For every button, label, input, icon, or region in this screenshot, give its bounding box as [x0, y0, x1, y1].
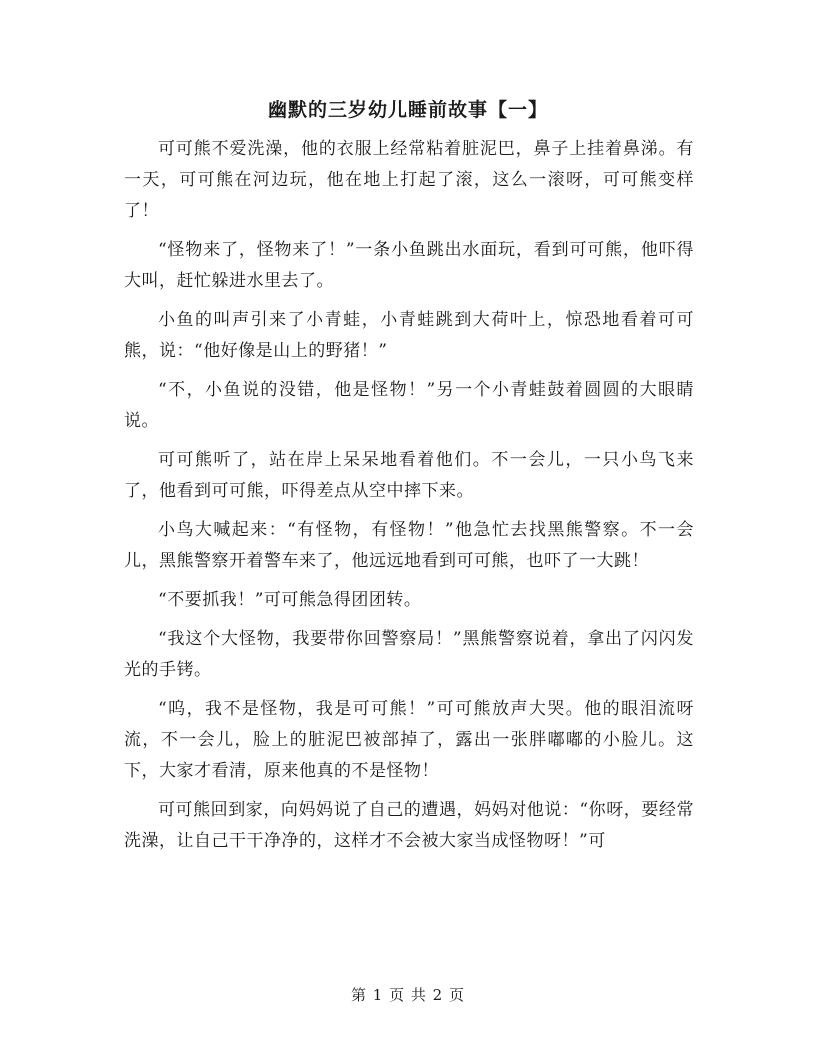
page-number-footer: 第 1 页 共 2 页 — [351, 986, 465, 1004]
story-paragraph: “呜，我不是怪物，我是可可熊！”可可熊放声大哭。他的眼泪流呀流，不一会儿，脸上的脏泥巴被部掉了，露出一张胖嘟嘟的小脸儿。这下，大家才看清，原来他真的不是怪物！ — [124, 699, 694, 781]
story-paragraph: “不，小鱼说的没错，他是怪物！”另一个小青蛙鼓着圆圆的大眼睛说。 — [124, 380, 694, 431]
story-paragraph: 小鱼的叫声引来了小青蛙，小青蛙跳到大荷叶上，惊恐地看着可可熊，说：“他好像是山上的野猪！” — [124, 310, 694, 361]
story-paragraph: “我这个大怪物，我要带你回警察局！”黑熊警察说着，拿出了闪闪发光的手铐。 — [124, 629, 694, 680]
story-paragraph: 可可熊听了，站在岸上呆呆地看着他们。不一会儿，一只小鸟飞来了，他看到可可熊，吓得差点从空中摔下来。 — [124, 450, 694, 501]
story-paragraph: 可可熊回到家，向妈妈说了自己的遭遇，妈妈对他说：“你呀，要经常洗澡，让自己干干净净的，这样才不会被大家当成怪物呀！”可 — [124, 800, 694, 851]
document-title: 幽默的三岁幼儿睡前故事【一】 — [267, 99, 548, 121]
story-paragraph: “怪物来了，怪物来了！”一条小鱼跳出水面玩，看到可可熊，他吓得大叫，赶忙躲进水里去了。 — [124, 240, 694, 291]
story-paragraph: 小鸟大喊起来：“有怪物，有怪物！”他急忙去找黑熊警察。不一会儿，黑熊警察开着警车来了，他远远地看到可可熊，也吓了一大跳！ — [124, 520, 694, 571]
story-paragraph: 可可熊不爱洗澡，他的衣服上经常粘着脏泥巴，鼻子上挂着鼻涕。有一天，可可熊在河边玩，他在地上打起了滚，这么一滚呀，可可熊变样了！ — [124, 139, 694, 221]
story-body — [124, 134, 694, 865]
story-paragraph: “不要抓我！”可可熊急得团团转。 — [158, 590, 422, 610]
